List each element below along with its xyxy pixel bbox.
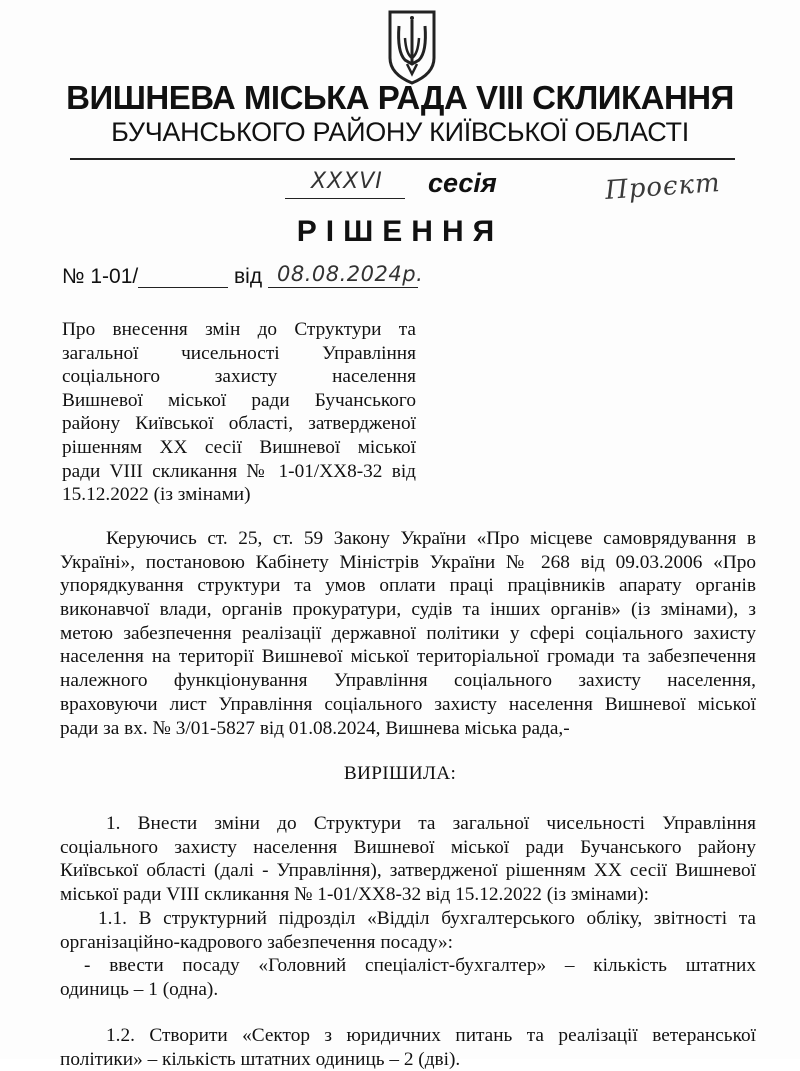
- session-number-handwritten: XXXVI: [311, 169, 383, 194]
- decision-number-label: № 1-01/: [62, 265, 139, 288]
- item-1-2: [60, 1024, 756, 1071]
- trident-emblem-icon: [385, 8, 439, 86]
- item-1-1-line: - ввести посаду «Головний спеціаліст-бухгалтер» – кількість штатних: [84, 955, 756, 977]
- item-1-2-line: політики» – кількість штатних одиниць – 2 (дві).: [60, 1048, 461, 1070]
- session-label: сесія: [428, 168, 497, 198]
- subject-line: Про внесення змін до Структури та: [62, 319, 416, 340]
- date-label: від: [234, 265, 263, 288]
- session-number-field: [285, 169, 415, 199]
- subject-line: соціального захисту населення: [62, 366, 416, 388]
- preamble-line: Україні», постановою Кабінету Міністрів України № 268 від 09.03.2006 «Про: [60, 551, 756, 573]
- item-1-1-line: 1.1. В структурний підрозділ «Відділ бухгалтерського обліку, звітності та: [98, 908, 756, 929]
- item-1-line: соціального захисту населення Вишневої міської ради Бучанського району: [60, 836, 756, 858]
- item-1-line: Київської області (далі - Управління), затвердженої рішенням XX сесії Вишневої: [60, 860, 756, 882]
- preamble-line: населення на території Вишневої міської територіальної громади та забезпечення: [60, 646, 756, 668]
- item-1-1-line: одиниць – 1 (одна).: [60, 979, 219, 1001]
- date-underline: [268, 287, 418, 288]
- item-1-line: міської ради VIII скликання № 1-01/XX8-32 від 15.12.2022 (із змінами):: [60, 884, 649, 906]
- item-1: [60, 812, 756, 907]
- preamble-paragraph: [60, 527, 756, 740]
- header-divider: [70, 158, 735, 160]
- council-district: БУЧАНСЬКОГО РАЙОНУ КИЇВСЬКОЇ ОБЛАСТІ: [111, 117, 689, 147]
- subject-line: району Київської області, затвердженої: [62, 413, 416, 435]
- preamble-line: метою забезпечення реалізації державної політики у сфері соціального захисту: [60, 622, 756, 644]
- subject-line: 15.12.2022 (із змінами): [62, 484, 251, 506]
- item-1-1: [60, 907, 756, 1002]
- item-1-2-line: 1.2. Створити «Сектор з юридичних питань та реалізації ветеранської: [106, 1025, 756, 1046]
- preamble-line: упорядкування структури та умов оплати праці працівників апарату органів: [60, 575, 756, 597]
- decision-title: РІШЕННЯ: [296, 215, 504, 248]
- subject-line: Вишневої міської ради Бучанського: [62, 389, 416, 411]
- decision-number-blank: [138, 287, 228, 288]
- preamble-line: виконавчої влади, органів прокуратури, судів та інших органів» (із змінами), з: [60, 599, 756, 621]
- council-name: ВИШНЕВА МІСЬКА РАДА VIII СКЛИКАННЯ: [66, 79, 734, 116]
- resolved-heading: ВИРІШИЛА:: [343, 763, 457, 784]
- preamble-line: Керуючись ст. 25, ст. 59 Закону України «Про місцеве самоврядування в: [106, 528, 756, 549]
- draft-handwritten-mark: Проєкт: [604, 168, 722, 206]
- preamble-line: ради за вх. № 3/01-5827 від 01.08.2024, Вишнева міська рада,-: [60, 717, 570, 739]
- subject-line: ради VIII скликання № 1-01/XX8-32 від: [62, 460, 416, 482]
- date-handwritten: 08.08.2024р.: [277, 262, 424, 286]
- preamble-line: належного функціонування Управління соціального захисту населення,: [60, 670, 756, 692]
- preamble-line: враховуючи лист Управління соціального захисту населення Вишневої міської: [60, 693, 756, 715]
- decision-subject: [62, 318, 416, 507]
- item-1-1-line: організаційно-кадрового забезпечення посаду»:: [60, 931, 454, 953]
- subject-line: рішенням XX сесії Вишневої міської: [62, 436, 416, 458]
- session-number-underline: [285, 198, 405, 199]
- item-1-line: 1. Внести зміни до Структури та загальної чисельності Управління: [106, 813, 756, 834]
- subject-line: загальної чисельності Управління: [62, 342, 416, 364]
